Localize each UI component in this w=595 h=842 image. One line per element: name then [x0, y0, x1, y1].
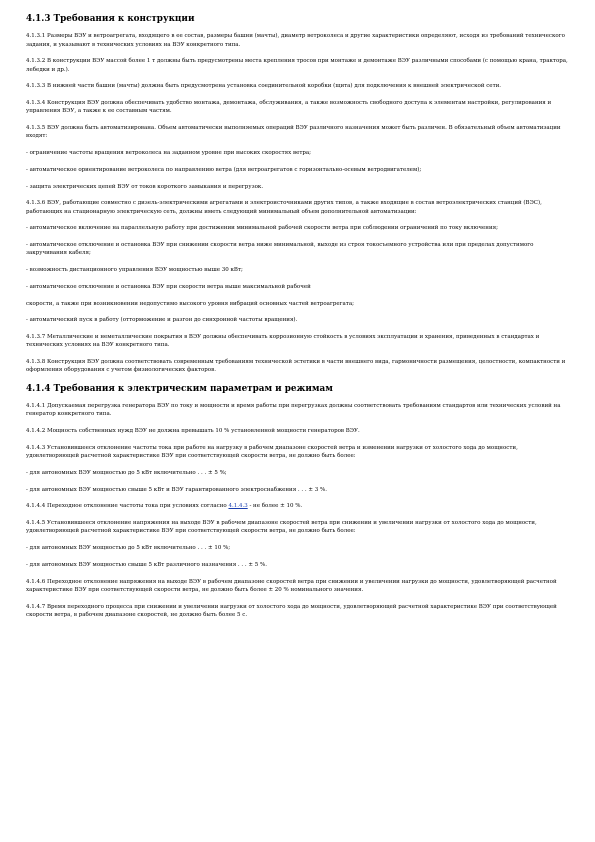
paragraph-4-1-4-7: 4.1.4.7 Время переходного процесса при снижении и увеличении нагрузки от холостого хода до мощности, удовлетворяющей расчетной характеристике ВЭУ при соответствующей скорости ветра, в рабочем диапазоне скоростей, не должно быть более 5 с.	[26, 603, 557, 618]
list-item-freq-small: - для автономных ВЭУ мощностью до 5 кВт включительно . . . ± 5 %;	[26, 469, 227, 476]
paragraph-4-1-4-4-before: 4.1.4.4 Переходное отклонение частоты тока при условиях согласно	[26, 503, 229, 510]
list-item-speed-limit: - ограничение частоты вращения ветроколеса на заданном уровне при высоких скоростях ветра;	[26, 150, 312, 157]
reference-link-4-1-4-3[interactable]: 4.1.4.3	[228, 503, 248, 510]
paragraph-4-1-3-3: 4.1.3.3 В нижней части башни (мачты) должна быть предусмотрена установка соединительной коробки (щита) для подключения к внешней электрической сети.	[26, 83, 502, 90]
paragraph-4-1-3-6: 4.1.3.6 ВЭУ, работающие совместно с дизель-электрическими агрегатами и электроисточниками других типов, а также входящие в состав ветроэлектрических станций (ВЭС), работающих на стационарную электрическую сеть, должны иметь следующий минимальный объем дополнительной автоматизации:	[26, 200, 542, 215]
list-item-parallel-on: - автоматическое включение на параллельную работу при достижении минимальной рабочей скорости ветра при соблюдении ограничений по току включения;	[26, 225, 498, 232]
paragraph-4-1-4-5: 4.1.4.5 Установившееся отклонение напряжения на выходе ВЭУ в рабочем диапазоне скоростей ветра при снижении и увеличении нагрузки от холостого хода до мощности, удовлетворяющей расчетной характеристике ВЭУ при соответствующей скорости ветра, не должно быть более:	[26, 520, 537, 535]
list-item-protection: - защита электрических цепей ВЭУ от токов короткого замыкания и перегрузок.	[26, 183, 264, 190]
paragraph-4-1-4-1: 4.1.4.1 Допускаемая перегрузка генератора ВЭУ по току и мощности и время работы при перегрузках должны соответствовать требованиям стандартов или технических условий на генератор конкретного типа.	[26, 403, 561, 418]
paragraph-4-1-3-4: 4.1.3.4 Конструкция ВЭУ должна обеспечивать удобство монтажа, демонтажа, обслуживания, а также возможность свободного доступа к элементам настройки, регулирования и управления ВЭУ, а также к ее составным частям.	[26, 100, 552, 115]
paragraph-continuation: скорости, а также при возникновении недопустимо высокого уровня вибраций основных частей ветроагрегата;	[26, 300, 354, 307]
list-item-auto-start: - автоматический пуск в работу (отторможение и разгон до синхронной частоты вращения).	[26, 317, 298, 324]
paragraph-4-1-4-4-after: - не более ± 10 %.	[247, 503, 303, 510]
paragraph-4-1-3-8: 4.1.3.8 Конструкция ВЭУ должна соответствовать современным требованиям технической эстетики в части внешнего вида, гармоничности размещения, целостности, компактности и оформления оборудования с учетом физиологических факторов.	[26, 359, 566, 374]
section-heading-4-1-4: 4.1.4 Требования к электрическим параметрам и режимам	[26, 383, 333, 394]
list-item-high-wind-stop: - автоматическое отключение и остановка ВЭУ при скорости ветра выше максимальной рабочей	[26, 283, 311, 290]
list-item-auto-stop: - автоматическое отключение и остановка ВЭУ при снижении скорости ветра ниже минимальной, выходе из строя токосъемного устройства или при пределах допустимого закручивания кабеля;	[26, 242, 534, 257]
paragraph-4-1-4-3: 4.1.4.3 Установившееся отклонение частоты тока при работе на нагрузку в рабочем диапазоне скоростей ветра и изменении нагрузки от холостого хода до мощности, удовлетворяющей расчетной характеристике ВЭУ при соответствующей скорости ветра, не должно быть более:	[26, 444, 518, 460]
list-item-freq-large: - для автономных ВЭУ мощностью свыше 5 кВт и ВЭУ гарантированного электроснабжения . . . ± 3 %.	[26, 486, 328, 493]
paragraph-4-1-4-2: 4.1.4.2 Мощность собственных нужд ВЭУ не должна превышать 10 % установленной мощности генераторов ВЭУ.	[26, 428, 360, 435]
section-heading-4-1-3: 4.1.3 Требования к конструкции	[26, 14, 195, 24]
list-item-voltage-large: - для автономных ВЭУ мощностью свыше 5 кВт различного назначения . . . ± 5 %.	[26, 561, 267, 568]
paragraph-4-1-3-1: 4.1.3.1 Размеры ВЭУ и ветроагрегата, входящего в ее состав, размеры башни (мачты), диаметр ветроколеса и другие характеристики определяют, исходя из требований технического задания, и указывают в технических условиях на ВЭУ конкретного типа.	[26, 33, 565, 48]
list-item-voltage-small: - для автономных ВЭУ мощностью до 5 кВт включительно . . . ± 10 %;	[26, 545, 231, 552]
paragraph-4-1-3-7: 4.1.3.7 Металлические и неметаллические покрытия в ВЭУ должны обеспечивать коррозионную стойкость в условиях эксплуатации и хранения, приведенных в стандартах и технических условиях на ВЭУ конкретного типа.	[26, 334, 540, 349]
paragraph-4-1-3-2: 4.1.3.2 В конструкции ВЭУ массой более 1 т должны быть предусмотрены места крепления тросов при монтаже и демонтаже ВЭУ различными способами (с помощью крана, трактора, лебедки и др.).	[26, 58, 568, 73]
paragraph-4-1-4-4	[26, 502, 569, 510]
paragraph-4-1-4-6: 4.1.4.6 Переходное отклонение напряжения на выходе ВЭУ в рабочем диапазоне скоростей ветра при снижении и увеличении нагрузки до мощности, удовлетворяющей расчетной характеристике ВЭУ при соответствующей скорости ветра, не должно быть более ± 20 % номинального значения.	[26, 578, 557, 593]
list-item-orientation: - автоматическое ориентирование ветроколеса по направлению ветра (для ветроагрегатов с горизонтально-осевым ветродвигателем);	[26, 166, 422, 173]
list-item-remote-control: - возможность дистанционного управления ВЭУ мощностью выше 30 кВт;	[26, 267, 243, 274]
paragraph-4-1-3-5: 4.1.3.5 ВЭУ должна быть автоматизирована. Объем автоматически выполняемых операций ВЭУ различного назначения может быть различен. В обязательный объем автоматизации входят:	[26, 125, 561, 140]
